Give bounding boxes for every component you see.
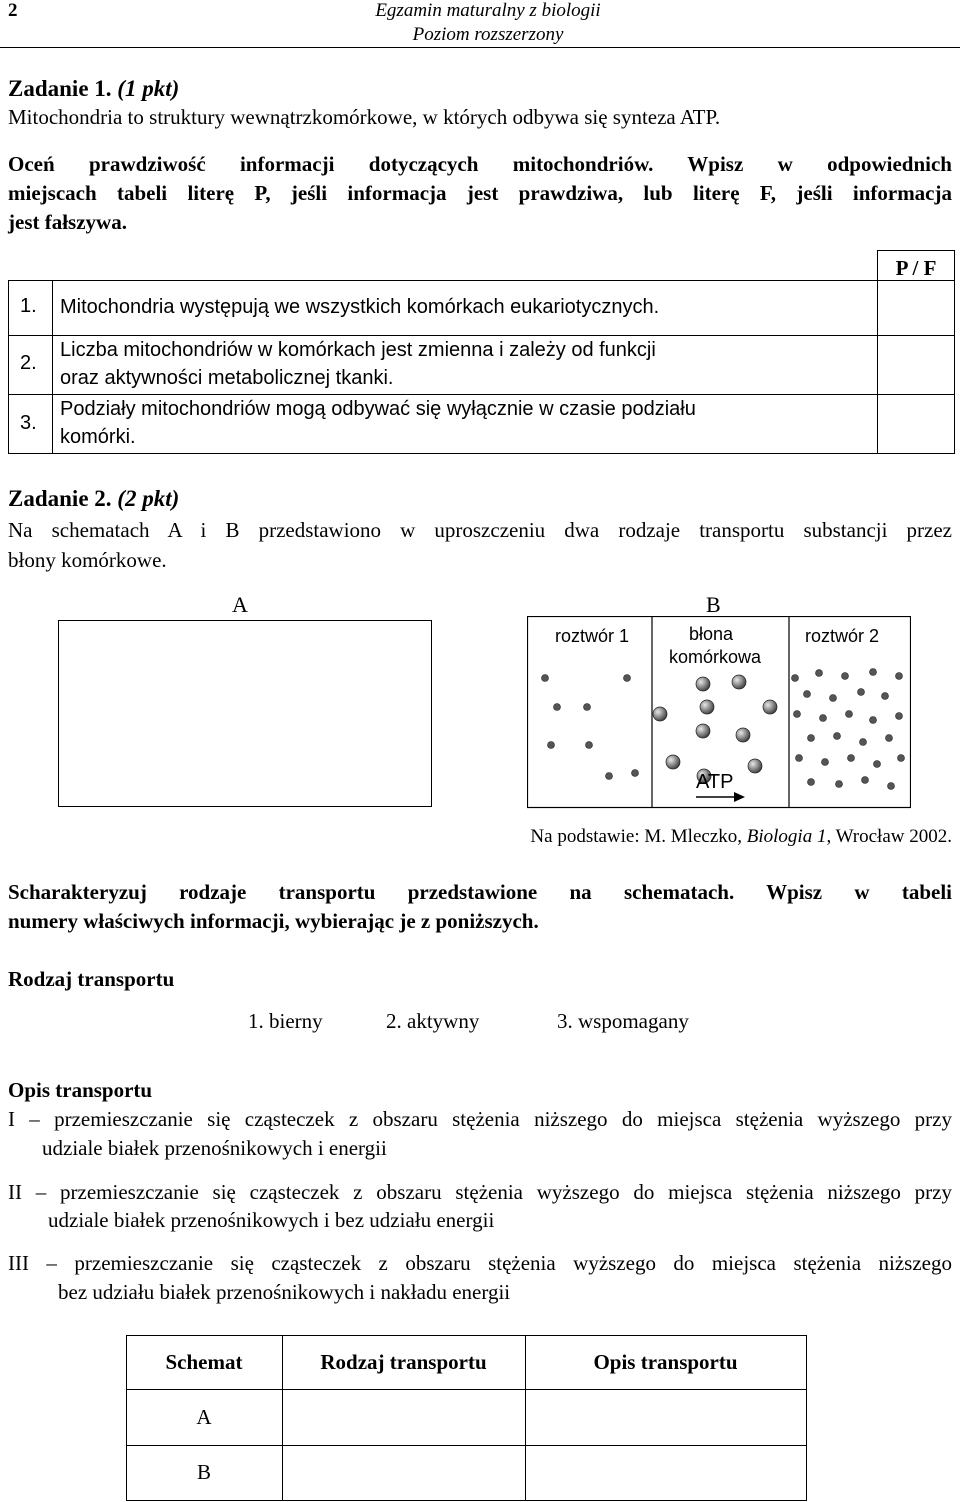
statement-3-text-line2: komórki. [60, 426, 136, 448]
molecule [816, 670, 823, 677]
molecule [808, 735, 815, 742]
molecule [606, 773, 613, 780]
pf-header-top-border [877, 250, 955, 251]
task1-intro: Mitochondria to struktury wewnątrzkomórkowe, w których odbywa się synteza ATP. [8, 105, 721, 129]
task2-intro-line2: błony komórkowe. [8, 548, 167, 572]
statement-1-answer-cell[interactable] [878, 281, 954, 335]
molecule [792, 675, 799, 682]
pf-header: P / F [895, 256, 937, 280]
carrier-protein [736, 728, 750, 742]
molecule [848, 755, 855, 762]
task1-instruction-line1: Oceń prawdziwość informacji dotyczących mitochondriów. Wpisz w odpowiednich [8, 152, 952, 176]
molecule [846, 711, 853, 718]
molecule [820, 715, 827, 722]
task1-points: (1 pkt) [117, 76, 180, 101]
task1-title: Zadanie 1. [8, 76, 112, 101]
description-heading: Opis transportu [8, 1078, 153, 1102]
task1-table-top-border [8, 280, 955, 281]
molecule [896, 713, 903, 720]
answer-a-description-cell[interactable] [526, 1390, 806, 1445]
transport-type-2: 2. aktywny [386, 1009, 480, 1033]
task1-table-left-border [8, 280, 9, 454]
molecule [822, 759, 829, 766]
molecule [860, 739, 867, 746]
diagram-source [530, 826, 952, 848]
molecule [874, 761, 881, 768]
transport-type-1: 1. bierny [248, 1009, 323, 1033]
source-title: Biologia 1 [746, 826, 827, 847]
answer-table-bottom-border [126, 1500, 807, 1501]
carrier-protein [653, 707, 667, 721]
molecule [898, 755, 905, 762]
task1-table-bottom-border [8, 453, 955, 454]
answer-a-type-cell[interactable] [283, 1390, 525, 1445]
transport-type-heading: Rodzaj transportu [8, 967, 175, 991]
answer-b-type-cell[interactable] [283, 1446, 525, 1500]
molecule [882, 693, 889, 700]
statement-3-number: 3. [20, 412, 37, 434]
task1-instruction-line3: jest fałszywa. [8, 210, 127, 234]
answer-b-description-cell[interactable] [526, 1446, 806, 1500]
carrier-protein [763, 700, 777, 714]
molecule [870, 669, 877, 676]
task2-instruction-line2: numery właściwych informacji, wybierając je z poniższych. [8, 909, 539, 933]
molecule [624, 675, 631, 682]
exam-level: Poziom rozszerzony [412, 24, 564, 45]
transport-type-3: 3. wspomagany [557, 1009, 689, 1033]
description-III-line1: III – przemieszczanie się cząsteczek z obszaru stężenia wyższego do miejsca stężenia niższego [8, 1251, 952, 1275]
statement-2-answer-cell[interactable] [878, 336, 954, 394]
carrier-protein [666, 755, 680, 769]
task2-points: (2 pkt) [117, 486, 180, 511]
molecule [836, 781, 843, 788]
molecule [830, 695, 837, 702]
source-suffix: , Wrocław 2002. [826, 826, 952, 847]
statement-3-text-line1: Podziały mitochondriów mogą odbywać się wyłącznie w czasie podziału [60, 398, 696, 420]
statement-2-number: 2. [20, 352, 37, 374]
molecule [886, 735, 893, 742]
answer-table-top-border [126, 1335, 807, 1336]
task1-instruction-line2: miejscach tabeli literę P, jeśli informacja jest prawdziwa, lub literę F, jeśli informacja [8, 181, 952, 205]
answer-row-b-label: B [196, 1460, 211, 1484]
molecule [896, 673, 903, 680]
task2-heading [8, 486, 179, 512]
description-I-line1: I – przemieszczanie się cząsteczek z obszaru stężenia niższego do miejsca stężenia wyższego przy [8, 1107, 952, 1131]
molecule [796, 755, 803, 762]
molecule [808, 779, 815, 786]
molecule [870, 717, 877, 724]
carrier-protein [696, 677, 710, 691]
answer-row-a-label: A [196, 1405, 212, 1429]
diagram-a-drawing-area[interactable] [58, 620, 432, 807]
exam-title: Egzamin maturalny z biologii [375, 0, 601, 21]
description-I-line2: udziale białek przenośnikowych i energii [42, 1136, 387, 1160]
answer-table-right-border [806, 1335, 807, 1501]
membrane-label-line1: błona [688, 624, 734, 644]
molecule [794, 711, 801, 718]
header-rule [0, 47, 960, 48]
statement-2-text-line1: Liczba mitochondriów w komórkach jest zmienna i zależy od funkcji [60, 339, 656, 361]
statement-1-text: Mitochondria występują we wszystkich komórkach eukariotycznych. [60, 296, 660, 318]
statement-2-text-line2: oraz aktywności metabolicznej tkanki. [60, 367, 394, 389]
page-number: 2 [8, 0, 18, 21]
molecule [858, 689, 865, 696]
carrier-protein [696, 724, 710, 738]
task2-intro-line1: Na schematach A i B przedstawiono w uproszczeniu dwa rodzaje transportu substancji przez [8, 518, 952, 542]
answer-table-header-type: Rodzaj transportu [320, 1350, 487, 1374]
carrier-protein [700, 700, 714, 714]
carrier-protein [748, 759, 762, 773]
membrane-label-line2: komórkowa [668, 647, 762, 667]
description-II-line1: II – przemieszczanie się cząsteczek z obszaru stężenia wyższego do miejsca stężenia niższego przy [8, 1180, 952, 1204]
diagram-b-label: B [706, 592, 721, 617]
description-II-line2: udziale białek przenośnikowych i bez udziału energii [48, 1208, 495, 1232]
molecule [888, 783, 895, 790]
molecule [542, 675, 549, 682]
molecule [804, 691, 811, 698]
statement-1-number: 1. [20, 295, 37, 317]
molecule [584, 704, 591, 711]
carrier-protein [732, 675, 746, 689]
answer-table-header-description: Opis transportu [593, 1350, 738, 1374]
molecule [548, 742, 555, 749]
task2-title: Zadanie 2. [8, 486, 112, 511]
molecule [586, 742, 593, 749]
task2-instruction-line1: Scharakteryzuj rodzaje transportu przedstawione na schematach. Wpisz w tabeli [8, 880, 952, 904]
task1-number-column-border [52, 280, 53, 454]
solution2-label: roztwór 2 [804, 626, 880, 646]
task1-heading [8, 76, 179, 102]
answer-table-header-schema: Schemat [165, 1350, 243, 1374]
molecule [834, 733, 841, 740]
diagram-b [527, 616, 911, 809]
solution1-label: roztwór 1 [554, 626, 630, 646]
atp-label: ATP [696, 771, 734, 793]
molecule [632, 770, 639, 777]
molecule [862, 777, 869, 784]
diagram-a-label: A [232, 592, 248, 617]
molecule [554, 704, 561, 711]
molecule [842, 673, 849, 680]
statement-3-answer-cell[interactable] [878, 395, 954, 453]
source-prefix: Na podstawie: M. Mleczko, [530, 826, 747, 847]
description-III-line2: bez udziału białek przenośnikowych i nakładu energii [58, 1280, 511, 1304]
